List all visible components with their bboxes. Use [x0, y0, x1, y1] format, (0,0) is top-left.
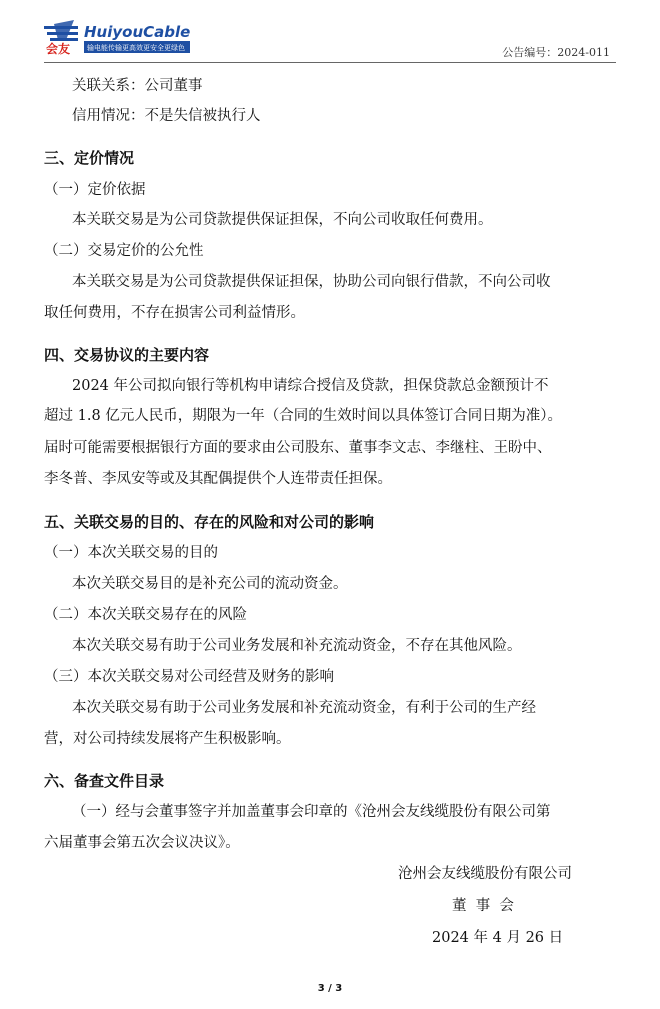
section-4-text-2: 超过 1.8 亿元人民币，期限为一年（合同的生效时间以具体签订合同日期为准）。	[44, 408, 563, 424]
svg-text:输电能传输更高效更安全更绿色: 输电能传输更高效更安全更绿色	[87, 44, 185, 52]
section-4-text-1: 2024 年公司拟向银行等机构申请综合授信及贷款，担保贷款总金额预计不	[72, 378, 549, 394]
announcement-number: 公告编号：2024-011	[502, 46, 610, 59]
section-6-text-1: （一）经与会董事签字并加盖董事会印章的《沧州会友线缆股份有限公司第	[72, 804, 551, 820]
page-header	[0, 0, 660, 62]
page-number: 3 / 3	[317, 983, 343, 994]
signature-date: 2024 年 4 月 26 日	[432, 930, 564, 946]
section-5-3-title: （三）本次关联交易对公司经营及财务的影响	[44, 669, 334, 685]
header-divider	[44, 62, 616, 63]
section-5-3-text-2: 营，对公司持续发展将产生积极影响。	[44, 731, 291, 747]
section-3-heading: 三、定价情况	[44, 149, 135, 167]
svg-text:HuiyouCable: HuiyouCable	[84, 23, 191, 41]
section-5-2-text: 本次关联交易有助于公司业务发展和补充流动资金，不存在其他风险。	[72, 638, 522, 654]
section-4-text-3: 届时可能需要根据银行方面的要求由公司股东、董事李文志、李继柱、王盼中、	[44, 440, 552, 456]
section-4-heading: 四、交易协议的主要内容	[44, 346, 210, 364]
logo-graphic	[44, 20, 194, 56]
section-5-1-text: 本次关联交易目的是补充公司的流动资金。	[72, 576, 348, 592]
svg-text:会友: 会友	[46, 42, 71, 56]
section-5-3-text-1: 本次关联交易有助于公司业务发展和补充流动资金，有利于公司的生产经	[72, 700, 536, 716]
section-6-text-2: 六届董事会第五次会议决议》。	[44, 835, 240, 851]
company-logo	[44, 20, 194, 56]
section-3-1-text: 本关联交易是为公司贷款提供保证担保，不向公司收取任何费用。	[72, 212, 493, 228]
signature-company: 沧州会友线缆股份有限公司	[398, 866, 572, 882]
section-3-2-text-2: 取任何费用，不存在损害公司利益情形。	[44, 305, 305, 321]
section-3-1-title: （一）定价依据	[44, 182, 146, 198]
section-5-2-title: （二）本次关联交易存在的风险	[44, 607, 247, 623]
credit-line: 信用情况：不是失信被执行人	[72, 108, 261, 124]
signature-board: 董 事 会	[452, 898, 514, 914]
section-5-heading: 五、关联交易的目的、存在的风险和对公司的影响	[44, 513, 375, 531]
section-3-2-title: （二）交易定价的公允性	[44, 243, 204, 259]
section-5-1-title: （一）本次关联交易的目的	[44, 545, 218, 561]
section-4-text-4: 李冬普、李凤安等或及其配偶提供个人连带责任担保。	[44, 471, 392, 487]
section-6-heading: 六、备查文件目录	[44, 772, 165, 790]
section-3-2-text-1: 本关联交易是为公司贷款提供保证担保，协助公司向银行借款，不向公司收	[72, 274, 551, 290]
relation-line: 关联关系：公司董事	[72, 78, 203, 94]
